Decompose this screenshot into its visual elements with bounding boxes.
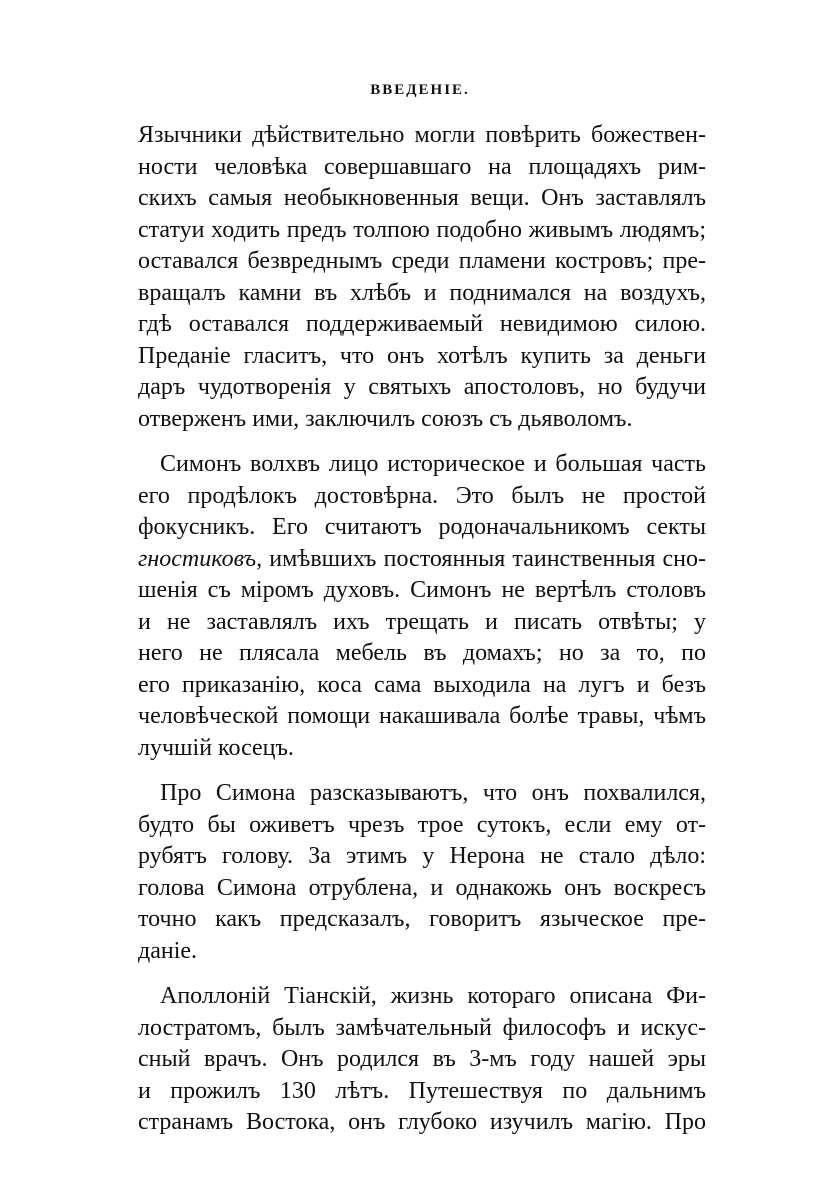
text-line: и прожилъ 130 лѣтъ. Путешествуя по дальнимъ (138, 1077, 706, 1104)
text-line: странамъ Востока, онъ глубоко изучилъ магію. Про (138, 1109, 706, 1135)
text-line: сный врачъ. Онъ родился въ 3-мъ году нашей эры (138, 1046, 706, 1072)
text-line: лостратомъ, былъ замѣчательный философъ и искус- (138, 1014, 706, 1041)
text-line: фокусникъ. Его считаютъ родоначальникомъ секты (138, 514, 706, 540)
text-line: рубятъ голову. За этимъ у Нерона не стало дѣло: (138, 843, 706, 869)
italic-term: гностиковъ (138, 545, 257, 572)
text-line: его приказанію, коса сама выходила на лугъ и безъ (138, 671, 706, 698)
text-line: будто бы оживетъ чрезъ трое сутокъ, если ему от- (138, 811, 706, 838)
text-line: Симонъ волхвъ лицо историческое и большая часть (160, 451, 706, 477)
text-line: ности человѣка совершавшаго на площадяхъ рим- (138, 153, 706, 180)
text-line: гдѣ оставался поддерживаемый невидимою силою. (138, 311, 706, 337)
text-line-with-italic: гностиковъ, имѣвшихъ постоянныя таинственныя сно- (138, 545, 706, 572)
text-line: его продѣлокъ достовѣрна. Это былъ не простой (138, 482, 706, 509)
text-line: Про Симона разсказываютъ, что онъ похвалился, (160, 780, 706, 806)
text-line: него не плясала мебель въ домахъ; но за то, по (138, 640, 706, 666)
text-line: лучшій косецъ. (138, 734, 294, 761)
text-line: человѣческой помощи накашивала болѣе травы, чѣмъ (138, 703, 706, 729)
paragraph-3 (138, 778, 706, 967)
text-line: и не заставлялъ ихъ трещать и писать отвѣты; у (138, 608, 706, 635)
text-line: голова Симона отрублена, и однакожь онъ воскресъ (138, 874, 706, 901)
text-line: Язычники дѣйствительно могли повѣрить божествен- (138, 122, 706, 148)
text-line: статуи ходить предъ толпою подобно живымъ людямъ; (138, 216, 706, 243)
text-line: оставался безвреднымъ среди пламени костровъ; пре- (138, 248, 706, 274)
running-header: ВВЕДЕНIЕ. (370, 82, 470, 98)
text-line: отверженъ ими, заключилъ союзъ съ дьяволомъ. (138, 405, 633, 432)
text-line: Аполлоній Тіанскій, жизнь котораго описана Фи- (160, 983, 706, 1009)
text-line: даръ чудотворенія у святыхъ апостоловъ, но будучи (138, 374, 706, 400)
paragraph-2 (138, 449, 706, 764)
body-text (138, 120, 706, 1153)
text-line: шенія съ міромъ духовъ. Симонъ не вертѣлъ столовъ (138, 577, 706, 603)
text-line: скихъ самыя необыкновенныя вещи. Онъ заставлялъ (138, 185, 706, 211)
text-line: даніе. (138, 937, 198, 964)
text-line: Преданіе гласитъ, что онъ хотѣлъ купить за деньги (138, 342, 706, 369)
paragraph-1 (138, 120, 706, 435)
text-line: точно какъ предсказалъ, говоритъ языческое пре- (138, 906, 706, 932)
text-line: вращалъ камни въ хлѣбъ и поднимался на воздухъ, (138, 279, 706, 306)
paragraph-4 (138, 981, 706, 1139)
